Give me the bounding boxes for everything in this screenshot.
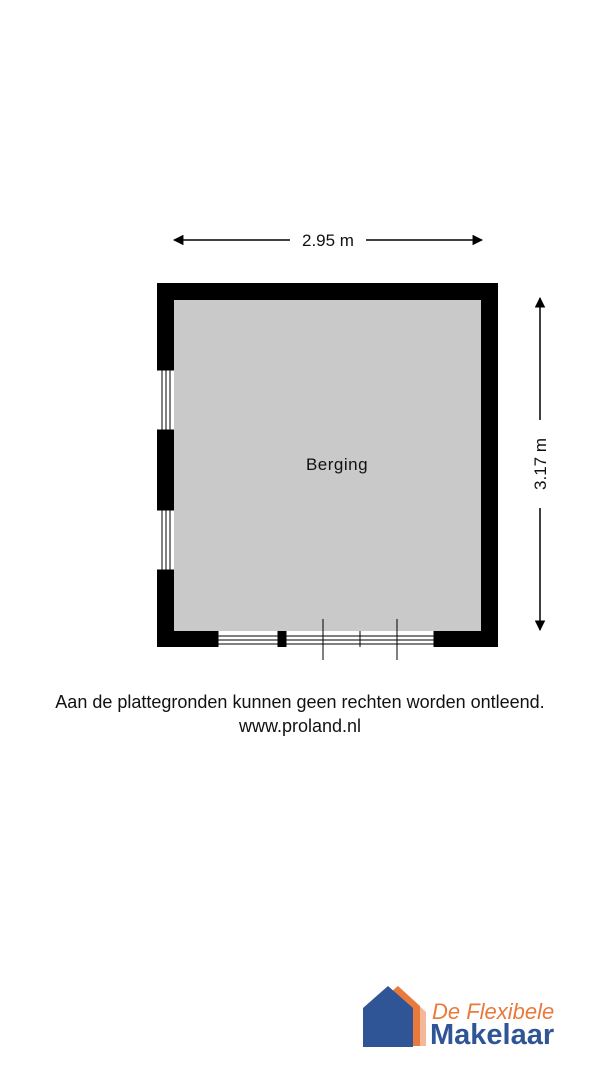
width-dimension (174, 231, 482, 250)
logo-line2: Makelaar (430, 1019, 555, 1051)
bottom-window (218, 631, 278, 647)
width-label: 2.95 m (302, 231, 354, 250)
left-window-upper (157, 370, 174, 430)
left-window-lower (157, 510, 174, 570)
height-label: 3.17 m (531, 438, 550, 490)
height-dimension (531, 298, 550, 630)
logo-line1: De Flexibele (432, 999, 555, 1024)
disclaimer-text: Aan de plattegronden kunnen geen rechten worden ontleend. (55, 692, 545, 712)
website-text: www.proland.nl (238, 716, 362, 736)
room-label: Berging (305, 455, 369, 474)
house-icon (363, 986, 426, 1047)
